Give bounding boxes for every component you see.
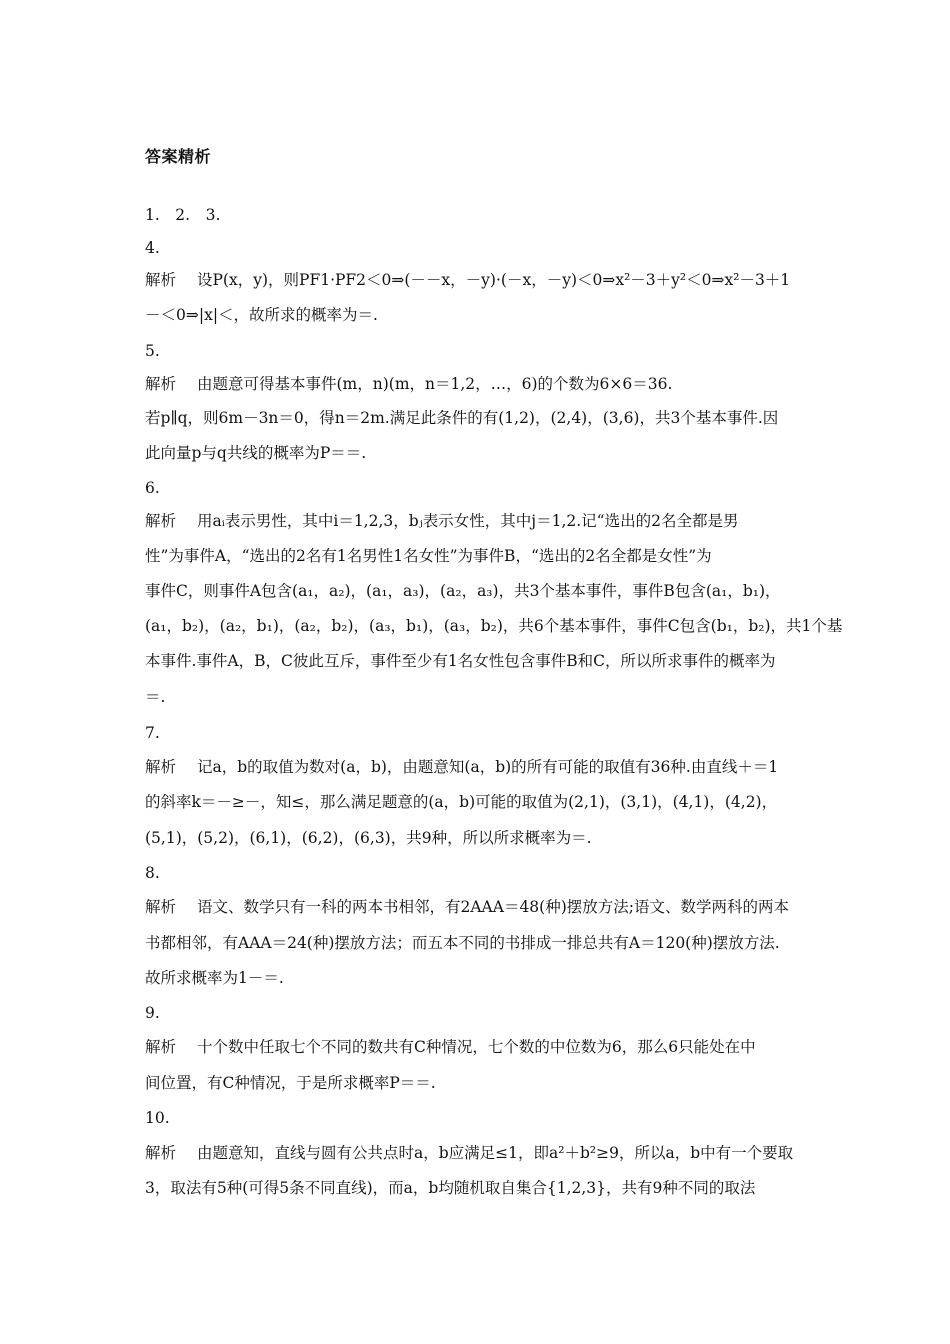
line-text: 4. <box>145 239 160 257</box>
answer-line <box>145 968 810 988</box>
answer-line <box>145 863 810 883</box>
line-text: 若p∥q，则6m－3n＝0，得n＝2m.满足此条件的有(1,2)，(2,4)，(3,6)，共3个基本事件.因 <box>145 409 779 427</box>
answer-line <box>145 205 810 225</box>
answer-line <box>145 1073 810 1093</box>
answer-line <box>145 478 810 498</box>
answer-line <box>145 616 843 636</box>
answer-line <box>145 305 810 325</box>
answer-line <box>145 581 810 601</box>
page-title: 答案精析 <box>145 147 212 166</box>
analysis-label: 解析 <box>145 758 177 776</box>
line-text: 的斜率k＝－≥－，知≤，那么满足题意的(a，b)可能的取值为(2,1)，(3,1)，(4,1)，(4,2)， <box>145 793 778 811</box>
line-text: 十个数中任取七个不同的数共有C种情况，七个数的中位数为6，那么6只能处在中 <box>197 1038 756 1056</box>
line-text: 间位置，有C种情况，于是所求概率P＝＝. <box>145 1074 436 1092</box>
answer-line <box>145 792 810 812</box>
line-text: 6. <box>145 479 160 497</box>
line-text: 1. 2. 3. <box>145 206 221 224</box>
answer-line <box>145 1143 810 1163</box>
answer-line <box>145 1003 810 1023</box>
line-text: 8. <box>145 864 160 882</box>
answer-line <box>145 1037 810 1057</box>
analysis-label: 解析 <box>145 898 177 916</box>
answer-line <box>145 1178 810 1198</box>
line-text: (a₁，b₂)，(a₂，b₁)，(a₂，b₂)，(a₃，b₁)，(a₃，b₂)，共6个基本事件，事件C包含(b₁，b₂)，共1个基 <box>145 617 843 635</box>
line-text: 书都相邻，有AAA＝24(种)摆放方法；而五本不同的书排成一排总共有A＝120(种)摆放方法. <box>145 934 780 952</box>
answer-line <box>145 408 810 428</box>
answer-line <box>145 238 810 258</box>
line-text: 用aᵢ表示男性，其中i＝1,2,3，bⱼ表示女性，其中j＝1,2.记“选出的2名全都是男 <box>197 512 739 530</box>
line-text: 9. <box>145 1004 160 1022</box>
answer-line <box>145 1108 810 1128</box>
line-text: 3，取法有5种(可得5条不同直线)，而a，b均随机取自集合{1,2,3}，共有9种不同的取法 <box>145 1179 756 1197</box>
line-text: 5. <box>145 342 160 360</box>
answer-line <box>145 341 810 361</box>
analysis-label: 解析 <box>145 1144 177 1162</box>
line-text: 由题意知，直线与圆有公共点时a，b应满足≤1，即a²＋b²≥9，所以a，b中有一个要取 <box>197 1144 794 1162</box>
line-text: 事件C，则事件A包含(a₁，a₂)，(a₁，a₃)，(a₂，a₃)，共3个基本事件，事件B包含(a₁，b₁)， <box>145 582 781 600</box>
answer-line <box>145 270 810 290</box>
answer-line <box>145 828 810 848</box>
answer-line <box>145 546 810 566</box>
line-text: 本事件.事件A，B，C彼此互斥，事件至少有1名女性包含事件B和C，所以所求事件的概率为 <box>145 652 776 670</box>
answer-line <box>145 687 810 707</box>
answer-line <box>145 757 810 777</box>
answer-line <box>145 374 810 394</box>
line-text: 7. <box>145 724 160 742</box>
analysis-label: 解析 <box>145 375 177 393</box>
analysis-label: 解析 <box>145 1038 177 1056</box>
answer-line <box>145 651 810 671</box>
line-text: (5,1)，(5,2)，(6,1)，(6,2)，(6,3)，共9种，所以所求概率为＝. <box>145 829 592 847</box>
analysis-label: 解析 <box>145 271 177 289</box>
answer-line <box>145 511 810 531</box>
line-text: 此向量p与q共线的概率为P＝＝. <box>145 444 367 462</box>
answer-line <box>145 723 810 743</box>
line-text: 记a，b的取值为数对(a，b)，由题意知(a，b)的所有可能的取值有36种.由直线＋＝1 <box>197 758 779 776</box>
analysis-label: 解析 <box>145 512 177 530</box>
line-text: －＜0⇒|x|＜，故所求的概率为＝. <box>145 306 378 324</box>
answer-line <box>145 897 810 917</box>
line-text: 由题意可得基本事件(m，n)(m，n＝1,2，…，6)的个数为6×6＝36. <box>197 375 673 393</box>
answer-line <box>145 443 810 463</box>
line-text: 故所求概率为1－＝. <box>145 969 284 987</box>
line-text: 设P(x，y)，则PF1·PF2＜0⇒(－－x，－y)·(－x，－y)＜0⇒x²－3＋y²＜0⇒x²－3＋1 <box>197 271 791 289</box>
answer-line <box>145 933 810 953</box>
line-text: 语文、数学只有一科的两本书相邻，有2AAA＝48(种)摆放方法;语文、数学两科的两本 <box>197 898 789 916</box>
line-text: 10. <box>145 1109 170 1127</box>
line-text: 性”为事件A，“选出的2名有1名男性1名女性”为事件B，“选出的2名全都是女性”为 <box>145 547 712 565</box>
line-text: ＝. <box>145 688 166 706</box>
